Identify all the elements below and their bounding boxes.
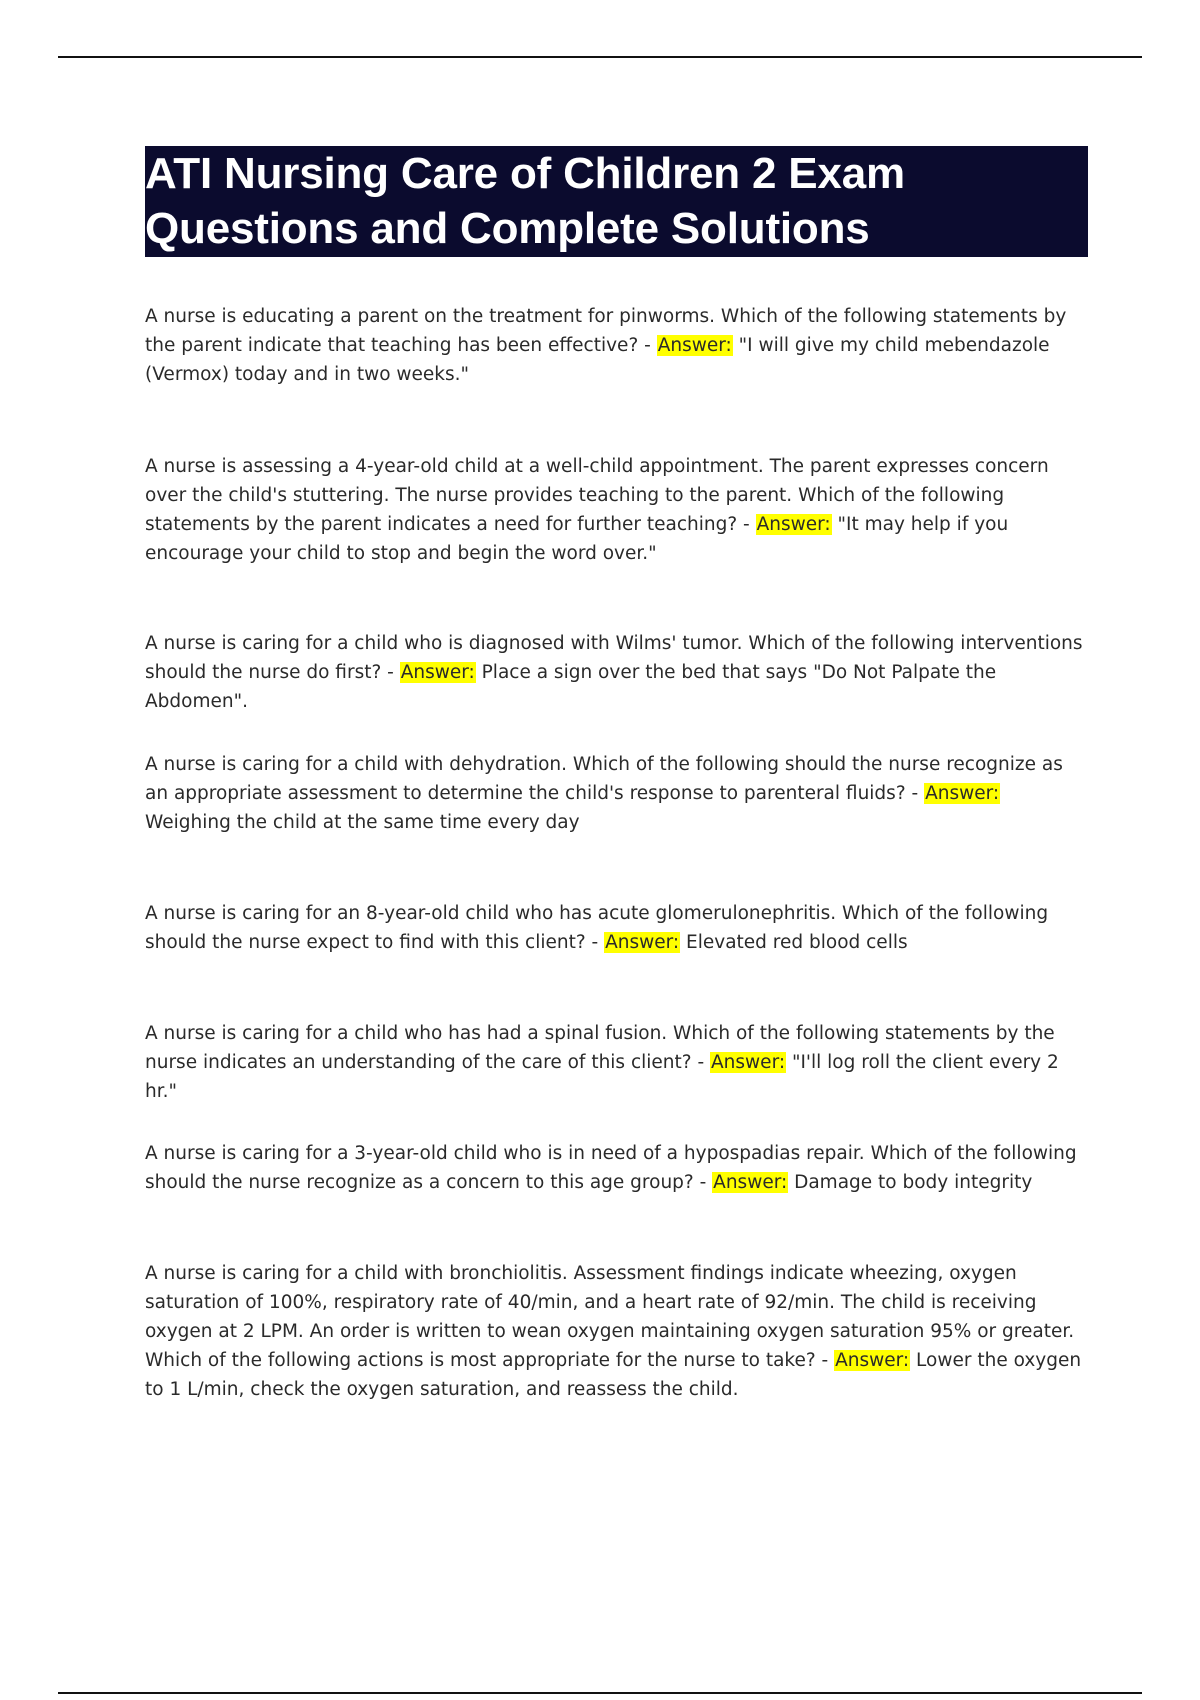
qa-item: [145, 1259, 1085, 1409]
qa-item: [145, 629, 1085, 750]
qa-item: [145, 452, 1085, 629]
answer-text: Lower the oxygen to 1 L/min, check the oxygen saturation, and reassess the child.: [145, 1350, 1082, 1400]
question-text: A nurse is assessing a 4-year-old child at a well-child appointment. The parent expresses concern over the child's stuttering. The nurse provides teaching to the parent. Which of the following statements by the parent indicates a need for further teaching? -: [145, 456, 1049, 535]
document-title-block: [145, 146, 1088, 257]
qa-list: [145, 302, 1085, 1409]
answer-label: Answer:: [605, 932, 680, 953]
question-text: A nurse is caring for a child with dehydration. Which of the following should the nurse recognize as an appropriate assessment to determine the child's response to parenteral fluids? -: [145, 754, 1063, 804]
qa-item: [145, 1019, 1085, 1139]
answer-label: Answer:: [657, 335, 732, 356]
answer-text: Elevated red blood cells: [680, 932, 908, 953]
answer-text: Weighing the child at the same time every day: [145, 812, 580, 833]
question-text: A nurse is caring for a child with bronchiolitis. Assessment findings indicate wheezing, oxygen saturation of 100%, respiratory rate of 40/min, and a heart rate of 92/min. The child is receiving oxygen at 2 LPM. An order is written to wean oxygen maintaining oxygen saturation 95% or greater. Which of the following actions is most appropriate for the nurse to take? -: [145, 1263, 1075, 1371]
document-title: [145, 146, 1088, 256]
answer-text: "I will give my child mebendazole (Vermox) today and in two weeks.": [145, 335, 1050, 385]
title-line-1: ATI Nursing Care of Children 2 Exam: [145, 149, 905, 198]
answer-label: Answer:: [713, 1172, 788, 1193]
bottom-rule: [58, 1692, 1142, 1694]
qa-item: [145, 750, 1085, 899]
answer-label: Answer:: [925, 783, 1000, 804]
answer-label: Answer:: [400, 662, 475, 683]
answer-text: Place a sign over the bed that says "Do Not Palpate the Abdomen".: [145, 662, 997, 712]
answer-text: "I'll log roll the client every 2 hr.": [145, 1052, 1059, 1102]
answer-label: Answer:: [835, 1350, 910, 1371]
qa-item: [145, 302, 1085, 452]
question-text: A nurse is educating a parent on the treatment for pinworms. Which of the following statements by the parent indicate that teaching has been effective? -: [145, 306, 1067, 356]
question-text: A nurse is caring for an 8-year-old child who has acute glomerulonephritis. Which of the following should the nurse expect to find with this client? -: [145, 903, 1049, 953]
answer-label: Answer:: [711, 1052, 786, 1073]
question-text: A nurse is caring for a child who is diagnosed with Wilms' tumor. Which of the following interventions should the nurse do first? -: [145, 633, 1083, 683]
top-rule: [58, 56, 1142, 58]
qa-item: [145, 1139, 1085, 1259]
qa-item: [145, 899, 1085, 1019]
question-text: A nurse is caring for a 3-year-old child who is in need of a hypospadias repair. Which of the following should the nurse recognize as a concern to this age group? -: [145, 1143, 1077, 1193]
answer-text: Damage to body integrity: [788, 1172, 1033, 1193]
title-line-2: Questions and Complete Solutions: [145, 204, 870, 253]
answer-text: "It may help if you encourage your child to stop and begin the word over.": [145, 514, 1009, 564]
answer-label: Answer:: [756, 514, 831, 535]
question-text: A nurse is caring for a child who has had a spinal fusion. Which of the following statements by the nurse indicates an understanding of the care of this client? -: [145, 1023, 1055, 1073]
